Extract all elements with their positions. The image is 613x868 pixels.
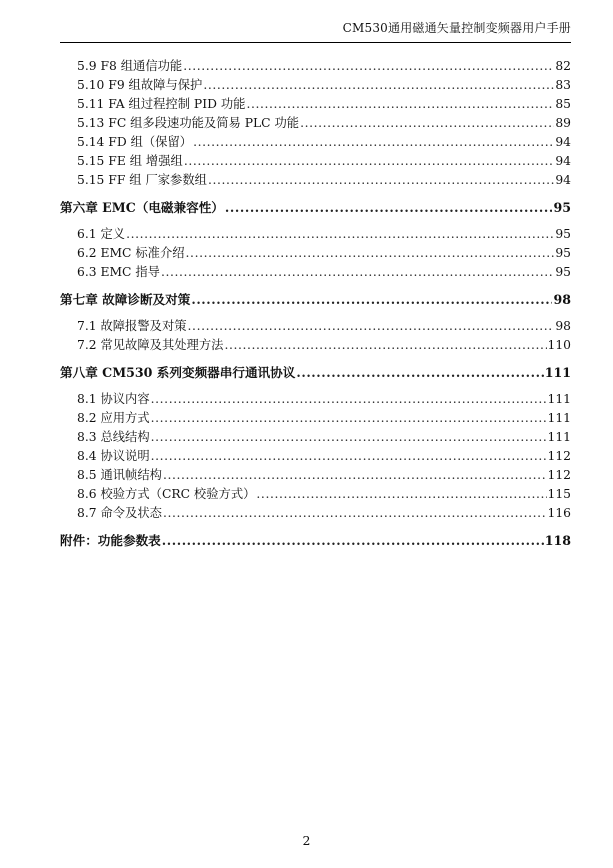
toc-entry-page: 98: [555, 319, 571, 333]
toc-chapter-6[interactable]: [60, 197, 571, 216]
toc-entry-6-3[interactable]: [60, 262, 571, 281]
toc-entry-title: 8.2 应用方式: [77, 411, 150, 425]
toc-entry-8-6[interactable]: [60, 484, 571, 503]
toc-leader-dots: [186, 246, 555, 260]
toc-entry-page: 111: [547, 430, 571, 444]
toc-entry-title: 5.15 FE 组 增强组: [77, 154, 183, 168]
toc-leader-dots: [188, 319, 555, 333]
toc-leader-dots: [163, 468, 547, 482]
toc-entry-5-15-fe[interactable]: [60, 151, 571, 170]
toc-entry-title: 8.6 校验方式（CRC 校验方式）: [77, 487, 256, 501]
toc-entry-5-11[interactable]: [60, 94, 571, 113]
toc-leader-dots: [203, 78, 554, 92]
toc-leader-dots: [151, 430, 547, 444]
toc-entry-7-1[interactable]: [60, 316, 571, 335]
toc-entry-title: 6.2 EMC 标准介绍: [77, 246, 185, 260]
toc-entry-title: 5.15 FF 组 厂家参数组: [77, 173, 207, 187]
spacer: [60, 216, 571, 224]
toc-entry-6-1[interactable]: [60, 224, 571, 243]
page-header: [60, 14, 571, 43]
spacer: [60, 522, 571, 530]
toc-leader-dots: [208, 173, 554, 187]
toc-entry-page: 83: [555, 78, 571, 92]
spacer: [60, 281, 571, 289]
toc-entry-page: 94: [555, 135, 571, 149]
toc-entry-title: 5.14 FD 组（保留）: [77, 135, 193, 149]
toc-entry-title: 6.1 定义: [77, 227, 126, 241]
toc-entry-title: 8.1 协议内容: [77, 392, 150, 406]
toc-entry-title: 5.11 FA 组过程控制 PID 功能: [77, 97, 246, 111]
toc-leader-dots: [300, 116, 554, 130]
toc-entry-8-5[interactable]: [60, 465, 571, 484]
toc-leader-dots: [191, 292, 552, 307]
toc-entry-page: 112: [547, 468, 571, 482]
toc-entry-5-15-ff[interactable]: [60, 170, 571, 189]
toc-entry-page: 116: [547, 506, 571, 520]
toc-entry-page: 111: [547, 411, 571, 425]
page-number: 2: [302, 833, 311, 848]
toc-leader-dots: [161, 265, 554, 279]
toc-entry-page: 94: [555, 154, 571, 168]
toc-entry-5-10[interactable]: [60, 75, 571, 94]
toc-entry-8-1[interactable]: [60, 389, 571, 408]
toc-entry-5-9[interactable]: [60, 56, 571, 75]
toc-entry-page: 95: [555, 265, 571, 279]
toc-entry-title: 7.1 故障报警及对策: [77, 319, 187, 333]
toc-leader-dots: [163, 506, 547, 520]
toc-entry-page: 89: [555, 116, 571, 130]
toc-leader-dots: [126, 227, 554, 241]
toc-entry-page: 110: [547, 338, 571, 352]
toc-entry-title: 8.7 命令及状态: [77, 506, 162, 520]
toc-entry-page: 111: [547, 392, 571, 406]
toc-entry-8-7[interactable]: [60, 503, 571, 522]
toc-appendix[interactable]: [60, 530, 571, 549]
toc-leader-dots: [246, 97, 554, 111]
spacer: [60, 381, 571, 389]
toc-chapter-page: 118: [544, 533, 571, 548]
toc-entry-title: 5.10 F9 组故障与保护: [77, 78, 203, 92]
toc-chapter-title: 第七章 故障诊断及对策: [60, 292, 191, 307]
spacer: [60, 354, 571, 362]
toc-chapter-7[interactable]: [60, 289, 571, 308]
toc-entry-page: 115: [547, 487, 571, 501]
toc-leader-dots: [151, 411, 547, 425]
toc-entry-8-3[interactable]: [60, 427, 571, 446]
toc-leader-dots: [151, 392, 547, 406]
toc-leader-dots: [183, 59, 554, 73]
toc-leader-dots: [162, 533, 544, 548]
toc-entry-title: 8.3 总线结构: [77, 430, 150, 444]
toc-leader-dots: [224, 338, 546, 352]
toc-chapter-page: 98: [553, 292, 571, 307]
toc-entry-page: 95: [555, 227, 571, 241]
toc-entry-5-13[interactable]: [60, 113, 571, 132]
toc-chapter-title: 第八章 CM530 系列变频器串行通讯协议: [60, 365, 296, 380]
toc-leader-dots: [296, 365, 543, 380]
toc-entry-8-4[interactable]: [60, 446, 571, 465]
toc-entry-page: 85: [555, 97, 571, 111]
toc-entry-5-14[interactable]: [60, 132, 571, 151]
toc-entry-title: 8.5 通讯帧结构: [77, 468, 162, 482]
toc-entry-8-2[interactable]: [60, 408, 571, 427]
toc-leader-dots: [225, 200, 553, 215]
toc-entry-page: 95: [555, 246, 571, 260]
toc-entry-title: 5.9 F8 组通信功能: [77, 59, 183, 73]
toc-entry-7-2[interactable]: [60, 335, 571, 354]
toc-entry-page: 82: [555, 59, 571, 73]
toc-entry-page: 94: [555, 173, 571, 187]
toc-chapter-title: 附件：功能参数表: [60, 533, 161, 548]
toc-entry-title: 5.13 FC 组多段速功能及简易 PLC 功能: [77, 116, 300, 130]
header-title: CM530通用磁通矢量控制变频器用户手册: [342, 21, 571, 35]
toc-chapter-8[interactable]: [60, 362, 571, 381]
spacer: [60, 189, 571, 197]
toc-leader-dots: [184, 154, 555, 168]
toc-chapter-page: 95: [553, 200, 571, 215]
toc-leader-dots: [193, 135, 554, 149]
toc-leader-dots: [151, 449, 547, 463]
toc-entry-6-2[interactable]: [60, 243, 571, 262]
toc-entry-page: 112: [547, 449, 571, 463]
toc-entry-title: 8.4 协议说明: [77, 449, 150, 463]
table-of-contents: [60, 56, 571, 549]
toc-entry-title: 6.3 EMC 指导: [77, 265, 160, 279]
toc-chapter-page: 111: [544, 365, 571, 380]
toc-chapter-title: 第六章 EMC（电磁兼容性）: [60, 200, 224, 215]
toc-leader-dots: [256, 487, 546, 501]
toc-entry-title: 7.2 常见故障及其处理方法: [77, 338, 224, 352]
spacer: [60, 308, 571, 316]
